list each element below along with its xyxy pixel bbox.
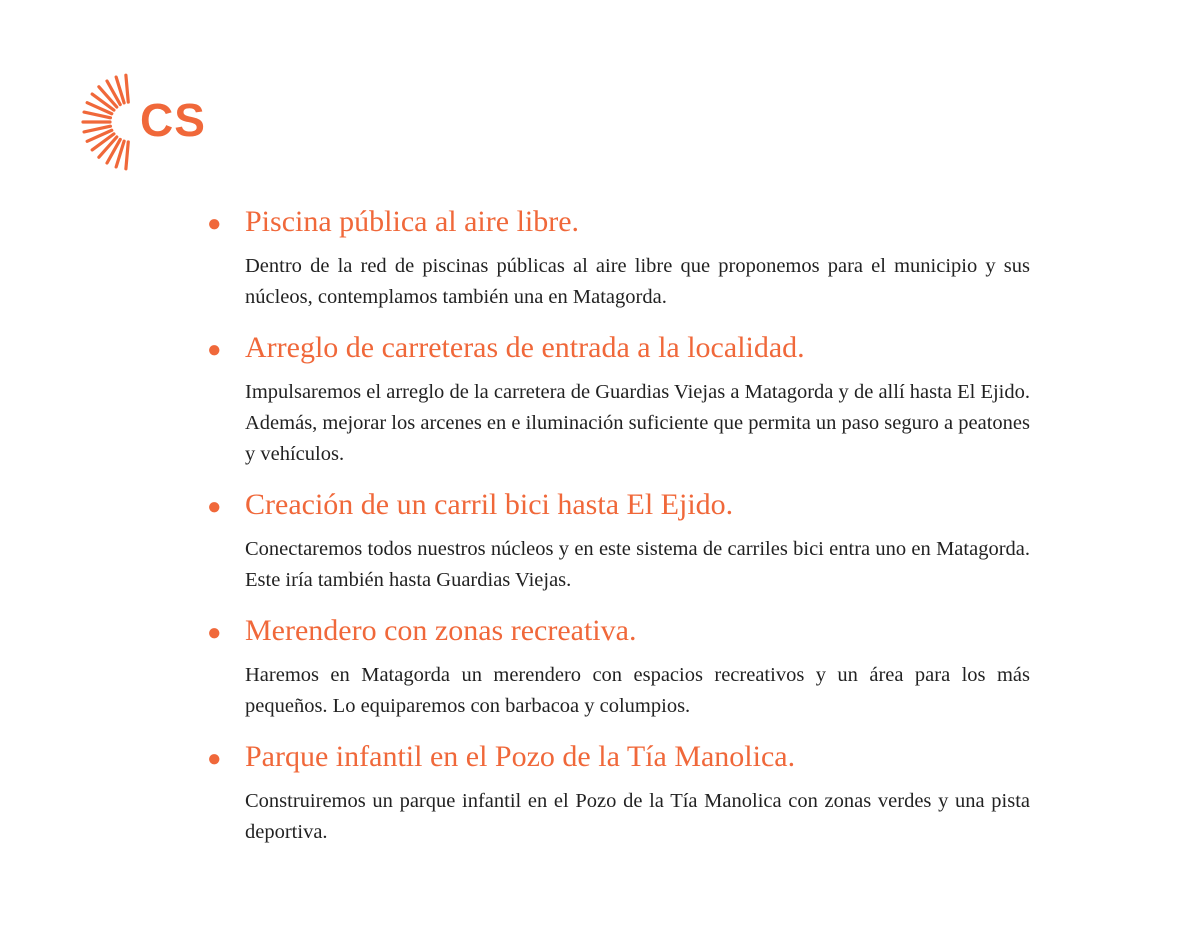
sunburst-icon	[83, 75, 128, 169]
list-item	[205, 198, 1030, 313]
item-description: Dentro de la red de piscinas públicas al aire libre que proponemos para el municipio y sus núcleos, contemplamos también una en Matagorda.	[245, 255, 1030, 308]
cs-logo-graphic	[78, 70, 228, 175]
list-item	[205, 733, 1030, 848]
item-description: Haremos en Matagorda un merendero con espacios recreativos y un área para los más pequeños. Lo equiparemos con barbacoa y columpios.	[245, 664, 1030, 717]
item-title: Parque infantil en el Pozo de la Tía Manolica.	[245, 740, 796, 773]
item-description: Construiremos un parque infantil en el Pozo de la Tía Manolica con zonas verdes y una pista deportiva.	[245, 790, 1030, 843]
proposal-list	[205, 198, 1030, 848]
item-title: Merendero con zonas recreativa.	[245, 614, 637, 647]
cs-logo	[78, 70, 228, 175]
item-description: Impulsaremos el arreglo de la carretera de Guardias Viejas a Matagorda y de allí hasta El Ejido. Además, mejorar los arcenes en e iluminación suficiente que permita un paso seguro a peatones y vehículos.	[245, 381, 1030, 465]
item-heading	[205, 324, 1030, 372]
item-heading	[205, 733, 1030, 781]
item-title: Piscina pública al aire libre.	[245, 205, 580, 238]
bullet-icon: ●	[207, 337, 222, 363]
item-heading	[205, 607, 1030, 655]
sunburst-ray	[126, 75, 128, 102]
list-item	[205, 607, 1030, 722]
item-heading	[205, 481, 1030, 529]
list-item	[205, 481, 1030, 596]
bullet-icon: ●	[207, 494, 222, 520]
logo-text: CS	[140, 94, 206, 146]
item-heading	[205, 198, 1030, 246]
bullet-icon: ●	[207, 620, 222, 646]
item-description: Conectaremos todos nuestros núcleos y en este sistema de carriles bici entra uno en Matagorda. Este iría también hasta Guardias Viejas.	[245, 538, 1030, 591]
list-item	[205, 324, 1030, 470]
sunburst-ray	[126, 142, 128, 169]
bullet-icon: ●	[207, 211, 222, 237]
item-title: Creación de un carril bici hasta El Ejido.	[245, 488, 734, 521]
item-title: Arreglo de carreteras de entrada a la localidad.	[245, 331, 805, 364]
bullet-icon: ●	[207, 746, 222, 772]
